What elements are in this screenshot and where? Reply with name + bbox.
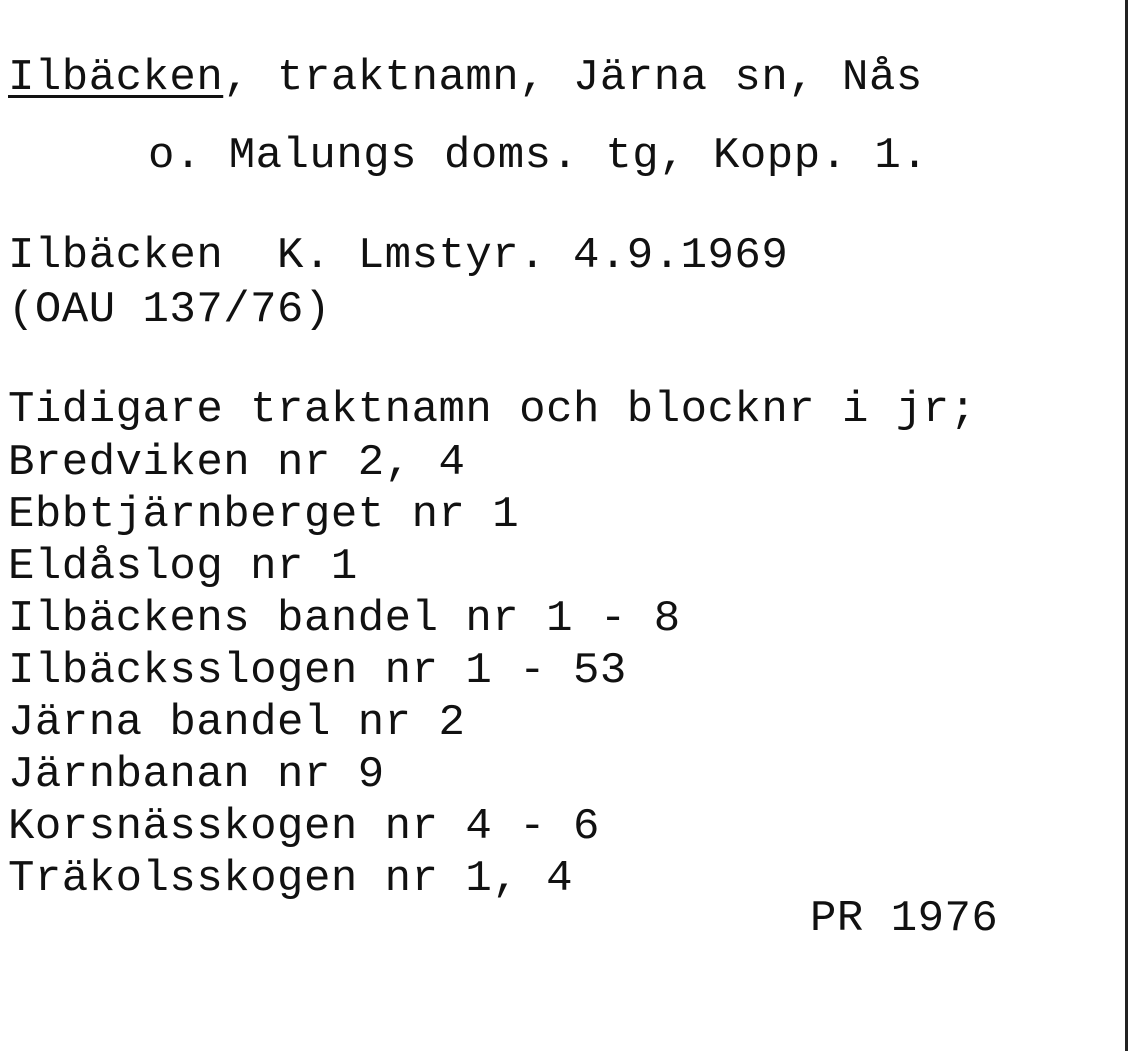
decision-line-2: (OAU 137/76): [8, 285, 331, 335]
previous-heading: Tidigare traktnamn och blocknr i jr;: [8, 385, 977, 435]
list-item: Ebbtjärnberget nr 1: [8, 490, 520, 540]
list-item: Bredviken nr 2, 4: [8, 438, 466, 488]
list-item: Järna bandel nr 2: [8, 698, 466, 748]
signature: PR 1976: [810, 894, 999, 944]
list-item: Ilbäcksslogen nr 1 - 53: [8, 646, 627, 696]
header-line-1: [8, 52, 923, 104]
list-item: Eldåslog nr 1: [8, 542, 358, 592]
header-description: , traktnamn, Järna sn, Nås: [223, 53, 923, 103]
place-name: Ilbäcken: [8, 53, 224, 103]
list-item: Ilbäckens bandel nr 1 - 8: [8, 594, 681, 644]
card-edge-line: [1125, 0, 1128, 1051]
list-item: Järnbanan nr 9: [8, 750, 385, 800]
list-item: Träkolsskogen nr 1, 4: [8, 854, 573, 904]
decision-line-1: Ilbäcken K. Lmstyr. 4.9.1969: [8, 231, 789, 281]
header-line-2: o. Malungs doms. tg, Kopp. 1.: [148, 131, 929, 181]
list-item: Korsnässkogen nr 4 - 6: [8, 802, 600, 852]
